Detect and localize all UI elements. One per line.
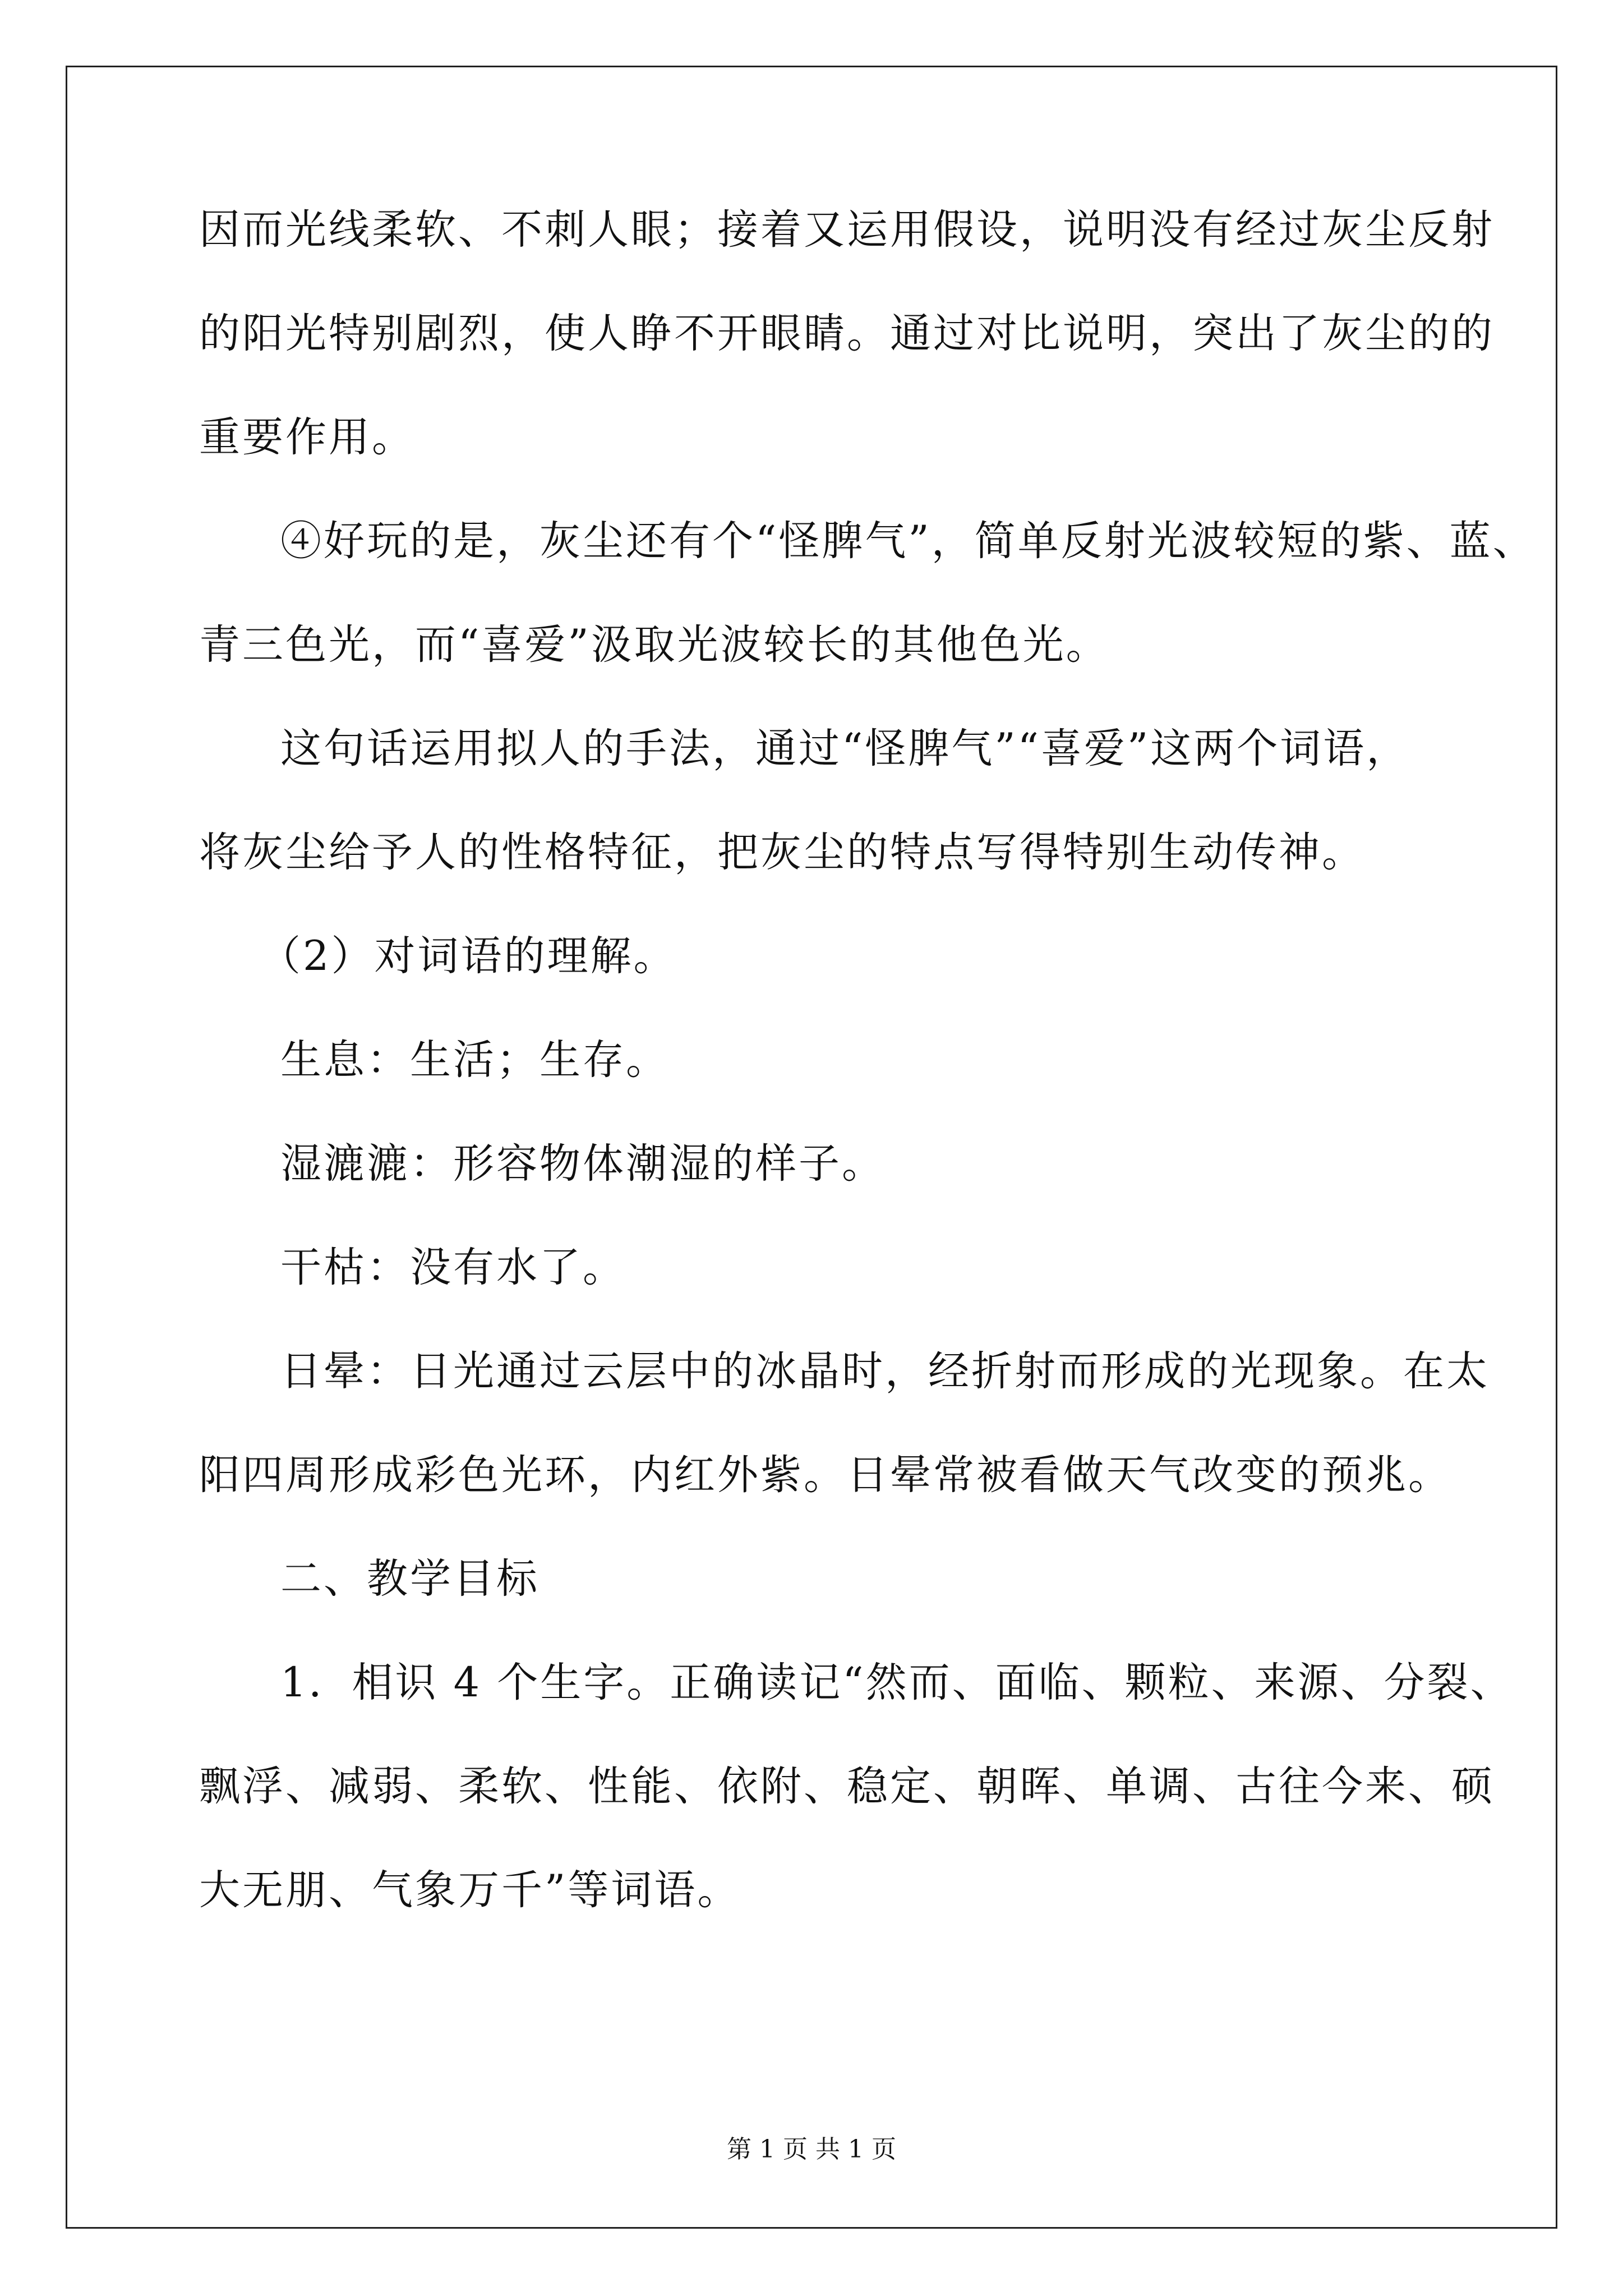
text-line: 将灰尘给予人的性格特征，把灰尘的特点写得特别生动传神。 — [199, 829, 1365, 876]
text-line: 日晕：日光通过云层中的冰晶时，经折射而形成的光现象。在太 — [280, 1347, 1490, 1395]
text-line: 的阳光特别剧烈，使人睁不开眼睛。通过对比说明，突出了灰尘的的 — [199, 310, 1495, 357]
text-line: 干枯：没有水了。 — [280, 1244, 626, 1291]
page-footer: 第 1 页 共 1 页 — [727, 2135, 896, 2164]
text-line: 青三色光，而“喜爱”汲取光波较长的其他色光。 — [199, 621, 1109, 669]
text-line: 这句话运用拟人的手法，通过“怪脾气”“喜爱”这两个词语， — [280, 725, 1410, 772]
text-line: ④好玩的是，灰尘还有个“怪脾气”，简单反射光波较短的紫、蓝、 — [280, 517, 1536, 565]
text-line: 生息：生活；生存。 — [280, 1036, 669, 1084]
text-line: 大无朋、气象万千”等词语。 — [199, 1866, 741, 1914]
text-line: 重要作用。 — [199, 413, 415, 461]
text-line: （2）对词语的理解。 — [260, 932, 677, 980]
text-line: 湿漉漉：形容物体潮湿的样子。 — [280, 1140, 885, 1188]
text-line: 因而光线柔软、不刺人眼；接着又运用假设，说明没有经过灰尘反射 — [199, 206, 1495, 254]
text-line: 阳四周形成彩色光环，内红外紫。日晕常被看做天气改变的预兆。 — [199, 1451, 1451, 1499]
text-line: 飘浮、减弱、柔软、性能、依附、稳定、朝晖、单调、古往今来、硕 — [199, 1763, 1495, 1810]
section-heading: 二、教学目标 — [280, 1555, 540, 1603]
text-line: 1．相识 4 个生字。正确读记“然而、面临、颗粒、来源、分裂、 — [280, 1659, 1514, 1706]
